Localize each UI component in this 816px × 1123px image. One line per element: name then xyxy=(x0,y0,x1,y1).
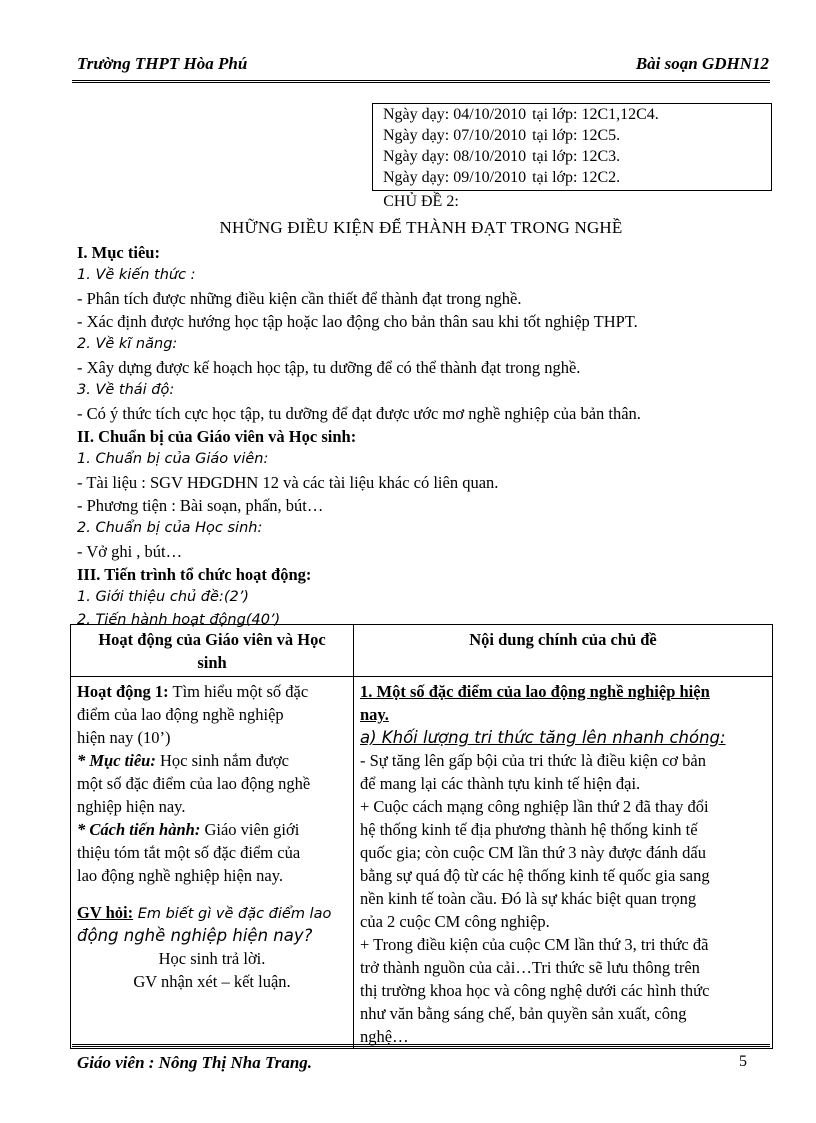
content-subheading: a) Khối lượng tri thức tăng lên nhanh chóng: xyxy=(360,728,726,747)
schedule-class: tại lớp: 12C1,12C4. xyxy=(532,106,659,123)
cell-text: Học sinh nắm được xyxy=(155,751,289,770)
subsection-attitude: 3. Về thái độ: xyxy=(77,382,175,398)
document-title: Bài soạn GDHN12 xyxy=(635,54,769,73)
body-line: - Vở ghi , bút… xyxy=(77,542,183,561)
body-line: - Tài liệu : SGV HĐGDHN 12 và các tài liệu khác có liên quan. xyxy=(77,473,499,492)
cell-text: thiệu tóm tắt một số đặc điểm của xyxy=(77,843,301,862)
schedule-row xyxy=(383,167,771,188)
cell-text: nghiệp hiện nay. xyxy=(77,797,186,816)
schedule-row xyxy=(383,104,771,125)
section-objectives-title: I. Mục tiêu: xyxy=(77,243,160,262)
header-text: Hoạt động của Giáo viên và Học xyxy=(98,630,326,649)
school-name: Trường THPT Hòa Phú xyxy=(77,54,248,73)
activity-table xyxy=(70,624,773,1049)
cell-text: bằng sự quá độ từ các hệ thống kinh tế quốc gia sang xyxy=(360,866,710,885)
question-label: GV hỏi: xyxy=(77,903,134,922)
schedule-class: tại lớp: 12C5. xyxy=(532,127,621,144)
table-row xyxy=(71,677,773,1049)
cell-text: nghệ… xyxy=(360,1027,409,1046)
teacher-activity-cell xyxy=(71,677,354,1049)
section-preparation-title: II. Chuẩn bị của Giáo viên và Học sinh: xyxy=(77,427,357,446)
cell-text: của 2 cuộc CM công nghiệp. xyxy=(360,912,550,931)
header-rule xyxy=(72,80,770,83)
schedule-date: Ngày dạy: 07/10/2010 xyxy=(383,127,527,144)
body-line: - Phân tích được những điều kiện cần thiết để thành đạt trong nghề. xyxy=(77,289,522,308)
topic-number: CHỦ ĐỀ 2: xyxy=(383,193,459,210)
cell-text: GV nhận xét – kết luận. xyxy=(133,972,291,991)
content-heading: nay. xyxy=(360,705,389,724)
cell-text: lao động nghề nghiệp hiện nay. xyxy=(77,866,284,885)
schedule-date: Ngày dạy: 08/10/2010 xyxy=(383,148,527,165)
cell-text: nền kinh tế toàn cầu. Đó là sự khác biệt quan trọng xyxy=(360,889,697,908)
schedule-box xyxy=(372,103,772,191)
subsection-teacher-prep: 1. Chuẩn bị của Giáo viên: xyxy=(77,451,269,467)
lesson-body xyxy=(77,241,777,632)
cell-text: Tìm hiểu một số đặc xyxy=(168,682,309,701)
body-line: - Có ý thức tích cực học tập, tu dưỡng để đạt được ước mơ nghề nghiệp của bản thân. xyxy=(77,404,641,423)
cell-text: động nghề nghiệp hiện nay? xyxy=(77,926,313,945)
teacher-name: Giáo viên : Nông Thị Nha Trang. xyxy=(77,1053,313,1072)
activity-label: Hoạt động 1: xyxy=(77,682,169,701)
schedule-row xyxy=(383,125,771,146)
subsection-knowledge: 1. Về kiến thức : xyxy=(77,267,196,283)
topic-title: NHỮNG ĐIỀU KIỆN ĐỂ THÀNH ĐẠT TRONG NGHỀ xyxy=(219,218,623,237)
schedule-class: tại lớp: 12C2. xyxy=(532,169,621,186)
header-text: sinh xyxy=(197,653,227,672)
body-line: - Xác định được hướng học tập hoặc lao động cho bản thân sau khi tốt nghiệp THPT. xyxy=(77,312,638,331)
subsection-skills: 2. Về kĩ năng: xyxy=(77,336,178,352)
header-text: Nội dung chính của chủ đề xyxy=(469,630,657,649)
schedule-class: tại lớp: 12C3. xyxy=(532,148,621,165)
body-line: - Phương tiện : Bài soạn, phấn, bút… xyxy=(77,496,324,515)
cell-text: một số đặc điểm của lao động nghề xyxy=(77,774,311,793)
page-header xyxy=(77,54,769,78)
cell-text: như văn bằng sáng chế, bản quyền sản xuất, công xyxy=(360,1004,687,1023)
subsection-student-prep: 2. Chuẩn bị của Học sinh: xyxy=(77,520,263,536)
cell-text: quốc gia; còn cuộc CM lần thứ 3 này được đánh dấu xyxy=(360,843,706,862)
schedule-row xyxy=(383,146,771,167)
subsection-activities: 2. Tiến hành hoạt động(40’) xyxy=(77,612,281,628)
cell-text: + Trong điều kiện của cuộc CM lần thứ 3, tri thức đã xyxy=(360,935,709,954)
table-header-content xyxy=(354,625,773,677)
cell-text: Học sinh trả lời. xyxy=(158,949,266,968)
schedule-date: Ngày dạy: 04/10/2010 xyxy=(383,106,527,123)
table-header-activities xyxy=(71,625,354,677)
cell-text: Giáo viên giới xyxy=(200,820,300,839)
content-cell xyxy=(354,677,773,1049)
body-line: - Xây dựng được kế hoạch học tập, tu dưỡng để có thể thành đạt trong nghề. xyxy=(77,358,581,377)
cell-text: Em biết gì về đặc điểm lao xyxy=(133,906,332,922)
cell-text: + Cuộc cách mạng công nghiệp lần thứ 2 đã thay đổi xyxy=(360,797,709,816)
schedule-date: Ngày dạy: 09/10/2010 xyxy=(383,169,527,186)
content-heading: 1. Một số đặc điểm của lao động nghề nghiệp hiện xyxy=(360,682,710,701)
footer-rule xyxy=(72,1044,770,1047)
cell-text: - Sự tăng lên gấp bội của tri thức là điều kiện cơ bản xyxy=(360,751,706,770)
section-process-title: III. Tiến trình tổ chức hoạt động: xyxy=(77,565,312,584)
page-number: 5 xyxy=(739,1053,747,1070)
page-footer xyxy=(77,1053,747,1077)
cell-text: trở thành nguồn của cải…Tri thức sẽ lưu thông trên xyxy=(360,958,700,977)
cell-text: thị trường khoa học và công nghệ dưới các hình thức xyxy=(360,981,710,1000)
table-header-row xyxy=(71,625,773,677)
cell-text: để mang lại các thành tựu kinh tế hiện đại. xyxy=(360,774,641,793)
cell-text: hiện nay (10’) xyxy=(77,728,171,747)
subsection-intro: 1. Giới thiệu chủ đề:(2’) xyxy=(77,589,249,605)
cell-text: hệ thống kinh tế địa phương thành hệ thống kinh tế xyxy=(360,820,698,839)
cell-text: điểm của lao động nghề nghiệp xyxy=(77,705,284,724)
method-label: * Cách tiến hành: xyxy=(77,820,201,839)
goal-label: * Mục tiêu: xyxy=(77,751,156,770)
